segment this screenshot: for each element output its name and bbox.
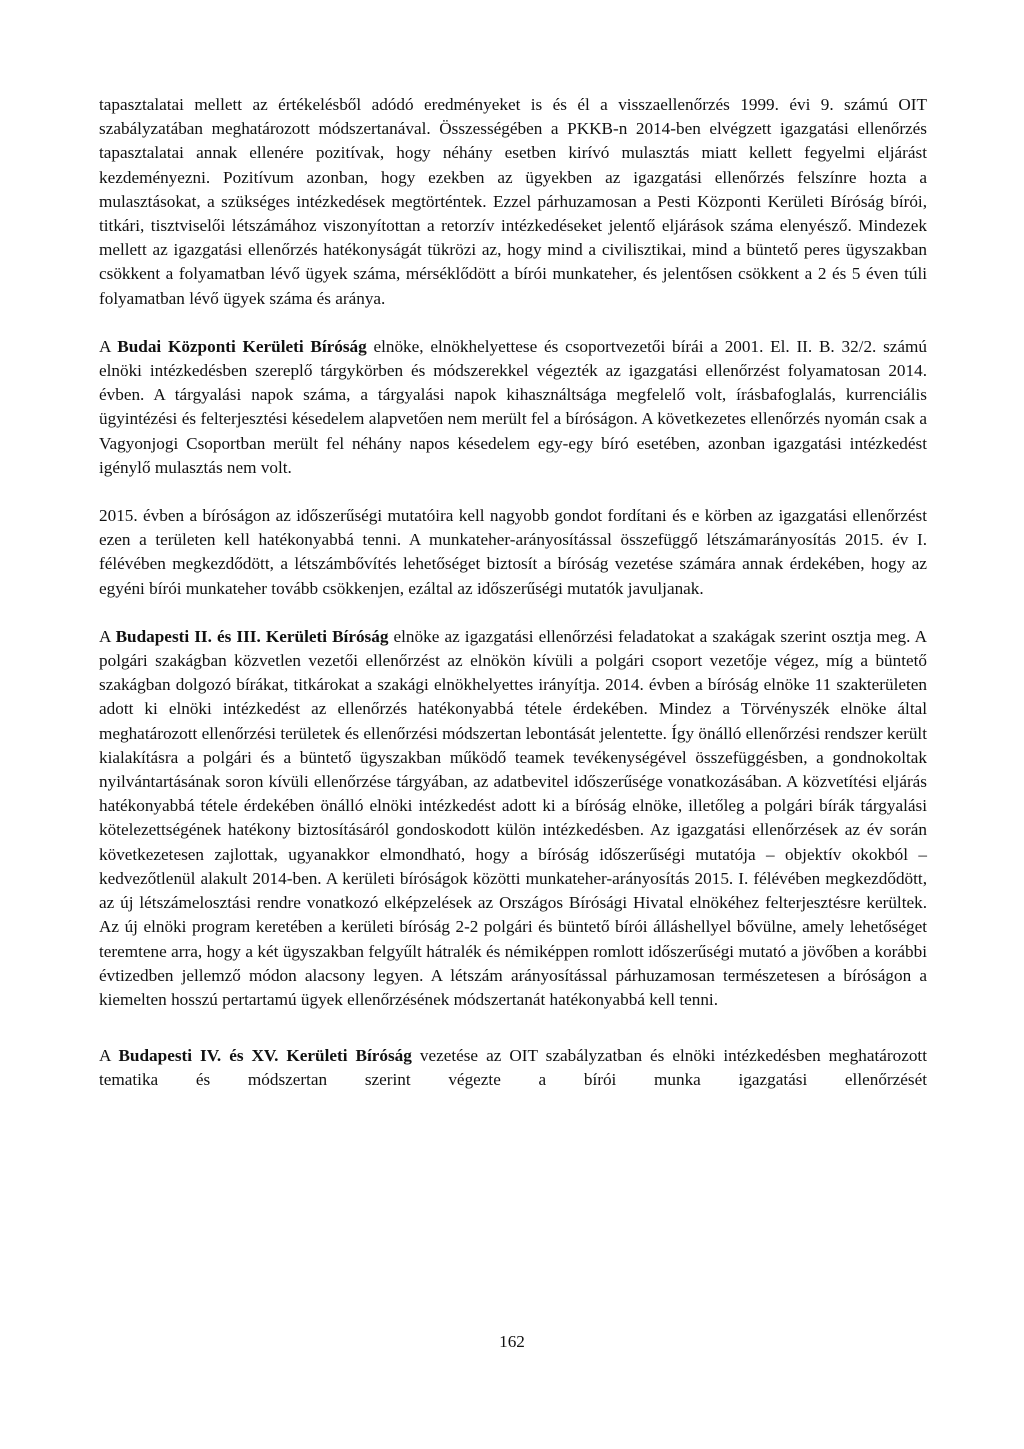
court-name-bold: Budapesti IV. és XV. Kerületi Bíróság xyxy=(118,1046,412,1066)
paragraph-budapesti-iv-xv xyxy=(99,1044,927,1092)
paragraph-text: vezetése az OIT szabályzatban és elnöki intézkedésben meghatározott tematika és módszertan szerint végezte a bírói munka igazgatási ellenőrzését xyxy=(99,1046,927,1090)
paragraph-text: elnöke az igazgatási ellenőrzési feladatokat a szakágak szerint osztja meg. A polgári szakágban közvetlen vezetői ellenőrzést az elnökön kívüli a polgári csoport vezetője végez, míg a büntető szakágban dolgozó bírákat, titkárokat a szakági elnökhelyettes irányítja. 2014. évben a bíróság elnöke 11 szakterületen adott ki elnöki intézkedést az ellenőrzés hatékonyabbá tétele érdekében. Mindez a Törvényszék elnöke által meghatározott ellenőrzési területek és ellenőrzési módszertan lebontását jelentette. Így önálló ellenőrzési rendszer került kialakításra a polgári és a büntető ügyszakban működő teamek tevékenységével összefüggésben, a gondnokoltak nyilvántartásának soron kívüli ellenőrzése tárgyában, az adatbevitel időszerűsége vonatkozásában. A közvetítési eljárás hatékonyabbá tétele érdekében önálló elnöki intézkedést adott ki a bíróság elnöke, illetőleg a polgári bírák tárgyalási kötelezettségének hatékony biztosításáról gondoskodott külön intézkedésben. Az igazgatási ellenőrzések az év során következetesen zajlottak, ugyanakkor elmondható, hogy a bíróság időszerűségi mutatója – objektív okokból – kedvezőtlenül alakult 2014-ben. A kerületi bíróságok közötti munkateher-arányosítás 2015. I. félévében megkezdődött, az új létszámelosztási rendre vonatkozó elképzelések az Országos Bírósági Hivatal elnökéhez felterjesztésre kerültek. Az új elnöki program keretében a kerületi bíróság 2-2 polgári és büntető bírói álláshellyel bővülne, amely lehetőséget teremtene arra, hogy a két ügyszakban felgyűlt hátralék és némiképpen romlott időszerűségi mutató a jövőben a korábbi évtizedben jellemző módon alacsony legyen. A létszám arányosítással párhuzamosan természetesen a bíróságon a kiemelten hosszú pertartamú ügyek ellenőrzésének módszertanát hatékonyabbá kell tenni. xyxy=(99,626,927,1009)
paragraph-text: 2015. évben a bíróságon az időszerűségi mutatóira kell nagyobb gondot fordítani és e körben az igazgatási ellenőrzést ezen a területen kell hatékonyabbá tenni. A munkateher-arányosítással összefüggő létszámarányosítás 2015. év I. félévében megkezdődött, a létszámbővítés lehetőséget biztosít a bíróság vezetése számára annak érdekében, hogy az egyéni bírói munkateher tovább csökkenjen, ezáltal az időszerűségi mutatók javuljanak. xyxy=(99,506,927,598)
paragraph-budai-kozponti xyxy=(99,335,927,480)
paragraph-text: A xyxy=(99,626,116,646)
court-name-bold: Budapesti II. és III. Kerületi Bíróság xyxy=(115,626,389,646)
paragraph-2015-outlook xyxy=(99,504,927,601)
paragraph-budapesti-ii-iii xyxy=(99,625,927,1012)
paragraph-pkkb-summary xyxy=(99,93,927,311)
paragraph-text: A xyxy=(99,1046,119,1066)
document-page xyxy=(99,93,927,1093)
page-number: 162 xyxy=(499,1332,525,1351)
paragraph-text: elnöke, elnökhelyettese és csoportvezetői bírái a 2001. El. II. B. 32/2. számú elnöki intézkedésben szereplő tárgykörben és módszerekkel végezték az igazgatási ellenőrzést folyamatosan 2014. évben. A tárgyalási napok száma, a tárgyalási napok kihasználtsága megfelelő volt, írásbafoglalás, kurrenciális ügyintézési és felterjesztési késedelem alapvetően nem merült fel a bíróságon. A következetes ellenőrzés nyomán csak a Vagyonjogi Csoportban merült fel néhány napos késedelem egy-egy bíró esetében, azonban igazgatási intézkedést igénylő mulasztás nem volt. xyxy=(99,336,928,477)
paragraph-text: tapasztalatai mellett az értékelésből adódó eredményeket is és él a visszaellenőrzés 1999. évi 9. számú OIT szabályzatában meghatározott módszertanával. Összességében a PKKB-n 2014-ben elvégzett igazgatási ellenőrzés tapasztalatai annak ellenére pozitívak, hogy néhány esetben kirívó mulasztás miatt kellett fegyelmi eljárást kezdeményezni. Pozitívum azonban, hogy ezekben az ügyekben az igazgatási ellenőrzés felszínre hozta a mulasztásokat, a szükséges intézkedések megtörténtek. Ezzel párhuzamosan a Pesti Központi Kerületi Bíróság bírói, titkári, tisztviselői létszámához viszonyítottan a retorzív intézkedéseket jelentő eljárások száma elenyésző. Mindezek mellett az igazgatási ellenőrzés hatékonyságát tükrözi az, hogy mind a civilisztikai, mind a büntető peres ügyszakban csökkent a folyamatban lévő ügyek száma, mérséklődött a bírói munkateher, és jelentősen csökkent a 2 és 5 éven túli folyamatban lévő ügyek száma és aránya. xyxy=(99,95,927,308)
paragraph-text: A xyxy=(99,336,118,356)
court-name-bold: Budai Központi Kerületi Bíróság xyxy=(117,336,367,356)
